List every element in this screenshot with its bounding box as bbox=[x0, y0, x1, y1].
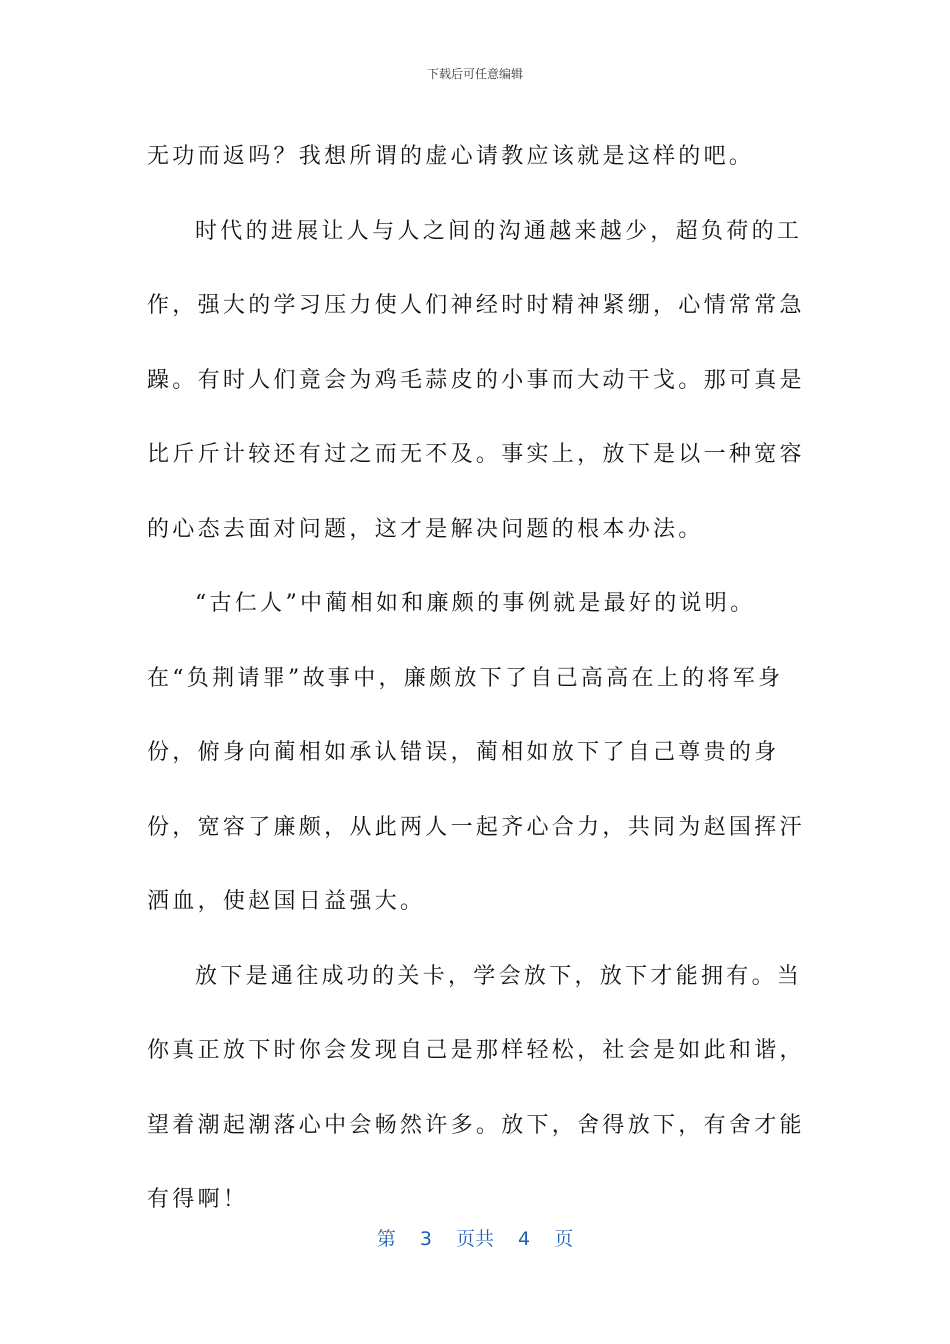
header-text: 下载后可任意编辑 bbox=[426, 67, 523, 81]
footer-prefix: 第 bbox=[376, 1228, 396, 1250]
footer-suffix: 页 bbox=[554, 1228, 574, 1250]
footer-total-pages: 4 bbox=[518, 1228, 531, 1250]
footer-current-page: 3 bbox=[419, 1228, 432, 1250]
page-header bbox=[0, 66, 950, 82]
footer-middle: 页共 bbox=[455, 1228, 494, 1250]
paragraph-1: 无功而返吗？我想所谓的虚心请教应该就是这样的吧。 bbox=[147, 144, 755, 169]
paragraph-4: 放下是通往成功的关卡，学会放下，放下才能拥有。当你真正放下时你会发现自己是那样轻松，社会是如此和谐，望着潮起潮落心中会畅然许多。放下，舍得放下，有舍才能有得啊！ bbox=[147, 963, 805, 1212]
paragraph-2: 时代的进展让人与人之间的沟通越来越少，超负荷的工作，强大的学习压力使人们神经时时精神紧绷，心情常常急躁。有时人们竟会为鸡毛蒜皮的小事而大动干戈。那可真是比斤斤计较还有过之而无不及。事实上，放下是以一种宽容的心态去面对问题，这才是解决问题的根本办法。 bbox=[147, 218, 805, 542]
paragraph-3: “古仁人”中蔺相如和廉颇的事例就是最好的说明。在“负荆请罪”故事中，廉颇放下了自己高高在上的将军身份，俯身向蔺相如承认错误，蔺相如放下了自己尊贵的身份，宽容了廉颇，从此两人一起齐心合力，共同为赵国挥汗洒血，使赵国日益强大。 bbox=[147, 591, 805, 914]
document-body bbox=[147, 120, 807, 1238]
page-footer bbox=[0, 1226, 950, 1252]
